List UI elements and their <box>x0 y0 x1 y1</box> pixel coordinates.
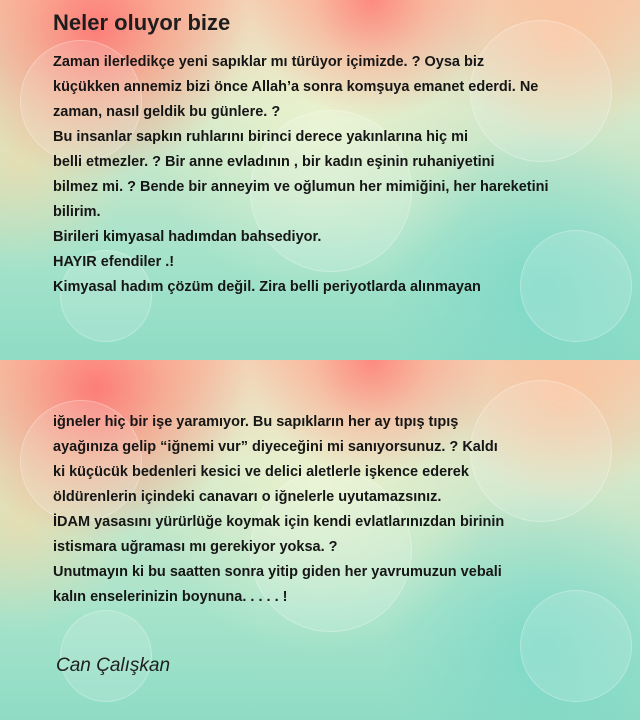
poem-line: İDAM yasasını yürürlüğe koymak için kendi evlatlarınızdan birinin <box>53 514 505 530</box>
poem-line: öldürenlerin içindeki canavarı o iğnelerle uyutamazsınız. <box>53 489 442 505</box>
poem-line: Zaman ilerledikçe yeni sapıklar mı türüyor içimizde. ? Oysa biz <box>53 54 485 70</box>
poem-line: bilmez mi. ? Bende bir anneyim ve oğlumun her mimiğini, her hareketini <box>53 179 549 195</box>
poem-line: HAYIR efendiler .! <box>53 254 175 270</box>
poem-line: belli etmezler. ? Bir anne evladının , bir kadın eşinin ruhaniyetini <box>53 154 495 170</box>
poem-line: zaman, nasıl geldik bu günlere. ? <box>53 104 281 120</box>
poem-line: Bu insanlar sapkın ruhlarını birinci derece yakınlarına hiç mi <box>53 129 469 145</box>
poem-line: Birileri kimyasal hadımdan bahsediyor. <box>53 229 322 245</box>
poem-line: Kimyasal hadım çözüm değil. Zira belli periyotlarda alınmayan <box>53 279 481 295</box>
poem-text-part1 <box>53 50 613 300</box>
poem-author: Can Çalışkan <box>56 655 171 676</box>
poem-line: küçükken annemiz bizi önce Allah’a sonra komşuya emanet ederdi. Ne <box>53 79 539 95</box>
poem-line: ayağınıza gelip “iğnemi vur” diyeceğini mi sanıyorsunuz. ? Kaldı <box>53 439 498 455</box>
poem-line: iğneler hiç bir işe yaramıyor. Bu sapıkların her ay tıpış tıpış <box>53 414 459 430</box>
poem-text-part2 <box>53 410 613 610</box>
poem-line: kalın enselerinizin boynuna. . . . . ! <box>53 589 288 605</box>
poem-line: Unutmayın ki bu saatten sonra yitip giden her yavrumuzun vebali <box>53 564 502 580</box>
poem-line: bilirim. <box>53 204 101 220</box>
poem-title: Neler oluyor bize <box>53 10 231 35</box>
poem-line: ki küçücük bedenleri kesici ve delici aletlerle işkence ederek <box>53 464 469 480</box>
poem-page-bottom <box>0 360 640 720</box>
poem-line: istismara uğraması mı gerekiyor yoksa. ? <box>53 539 338 555</box>
